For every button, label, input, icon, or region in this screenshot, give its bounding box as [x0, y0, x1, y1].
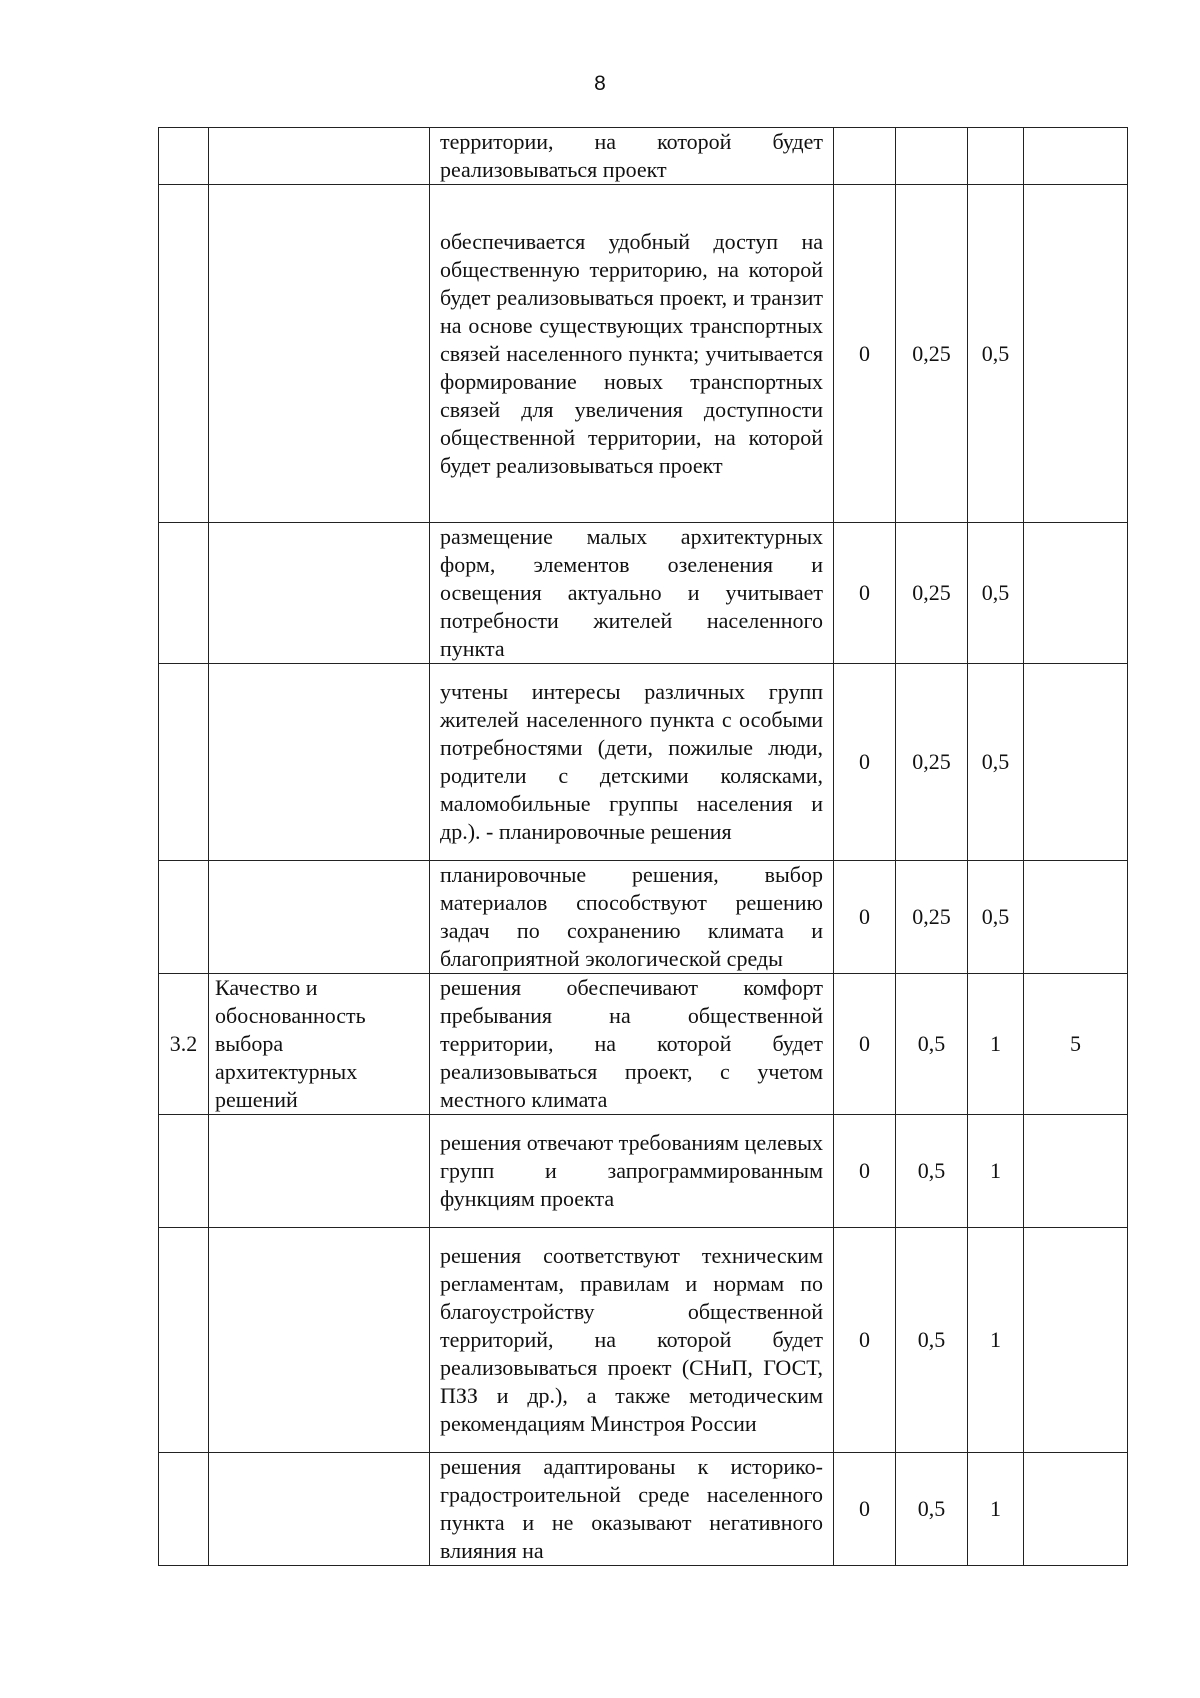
score-0: 0	[834, 1115, 896, 1228]
max-score	[1024, 1115, 1128, 1228]
score-1: 0,25	[896, 185, 968, 523]
criterion-description-text: планировочные решения, выбор материалов способствуют решению задач по сохранению климата и благоприятной экологической среды	[440, 862, 823, 971]
score-2: 1	[968, 1228, 1024, 1453]
score-2: 0,5	[968, 861, 1024, 974]
score-0	[834, 128, 896, 185]
table-row	[159, 1115, 1128, 1228]
max-score	[1024, 185, 1128, 523]
score-0: 0	[834, 523, 896, 664]
score-2: 1	[968, 974, 1024, 1115]
criterion-name	[209, 128, 430, 185]
score-0: 0	[834, 185, 896, 523]
score-1: 0,5	[896, 1453, 968, 1566]
criterion-number	[159, 185, 209, 523]
criterion-description	[430, 1115, 834, 1228]
criterion-description	[430, 664, 834, 861]
table-row	[159, 861, 1128, 974]
score-1: 0,25	[896, 664, 968, 861]
criterion-description-text: учтены интересы различных групп жителей населенного пункта с особыми потребностями (дети, пожилые люди, родители с детскими колясками, маломобильные группы населения и др.). - планировочные решения	[440, 679, 823, 844]
table-row	[159, 974, 1128, 1115]
criterion-description	[430, 1228, 834, 1453]
criteria-table	[158, 127, 1128, 1566]
max-score	[1024, 1453, 1128, 1566]
score-2: 0,5	[968, 664, 1024, 861]
table-row	[159, 1228, 1128, 1453]
score-2: 1	[968, 1115, 1024, 1228]
page-number: 8	[594, 72, 606, 95]
score-0: 0	[834, 974, 896, 1115]
table-row	[159, 523, 1128, 664]
score-1	[896, 128, 968, 185]
max-score	[1024, 128, 1128, 185]
criterion-description-text: обеспечивается удобный доступ на общественную территорию, на которой будет реализовываться проект, и транзит на основе существующих транспортных связей населенного пункта; учитывается формирование новых транспортных связей для увеличения доступности общественной территории, на которой будет реализовываться проект	[440, 228, 823, 478]
score-1: 0,25	[896, 523, 968, 664]
score-2	[968, 128, 1024, 185]
table-row	[159, 128, 1128, 185]
criterion-description	[430, 185, 834, 523]
max-score: 5	[1024, 974, 1128, 1115]
score-0: 0	[834, 1453, 896, 1566]
criterion-description-text: территории, на которой будет реализовываться проект	[440, 129, 823, 182]
criterion-description	[430, 523, 834, 664]
criterion-description	[430, 974, 834, 1115]
criterion-description	[430, 1453, 834, 1566]
score-2: 0,5	[968, 523, 1024, 664]
score-1: 0,5	[896, 1115, 968, 1228]
max-score	[1024, 664, 1128, 861]
criterion-name: Качество и обоснованность выбора архитектурных решений	[209, 974, 430, 1115]
table-row	[159, 664, 1128, 861]
criterion-name	[209, 664, 430, 861]
score-0: 0	[834, 664, 896, 861]
criterion-name	[209, 1228, 430, 1453]
criterion-name	[209, 1115, 430, 1228]
max-score	[1024, 1228, 1128, 1453]
score-0: 0	[834, 861, 896, 974]
criterion-number	[159, 128, 209, 185]
criterion-description	[430, 861, 834, 974]
max-score	[1024, 523, 1128, 664]
criterion-number	[159, 1453, 209, 1566]
criterion-number	[159, 1228, 209, 1453]
score-2: 0,5	[968, 185, 1024, 523]
score-1: 0,5	[896, 974, 968, 1115]
criterion-description-text: решения отвечают требованиям целевых групп и запрограммированным функциям проекта	[440, 1130, 823, 1211]
criterion-number: 3.2	[159, 974, 209, 1115]
criterion-number	[159, 664, 209, 861]
table-row	[159, 1453, 1128, 1566]
criterion-name	[209, 185, 430, 523]
criterion-description-text: решения адаптированы к историко-градостроительной среде населенного пункта и не оказывают негативного влияния на	[440, 1454, 823, 1563]
criterion-description-text: решения соответствуют техническим регламентам, правилам и нормам по благоустройству общественной территорий, на которой будет реализовываться проект (СНиП, ГОСТ, ПЗЗ и др.), а также методическим рекомендациям Минстроя России	[440, 1243, 823, 1436]
max-score	[1024, 861, 1128, 974]
criterion-name	[209, 523, 430, 664]
criterion-description	[430, 128, 834, 185]
criterion-description-text: размещение малых архитектурных форм, элементов озеленения и освещения актуально и учитывает потребности жителей населенного пункта	[440, 524, 823, 661]
criterion-name	[209, 861, 430, 974]
criterion-number	[159, 861, 209, 974]
score-2: 1	[968, 1453, 1024, 1566]
score-1: 0,25	[896, 861, 968, 974]
table-row	[159, 185, 1128, 523]
score-0: 0	[834, 1228, 896, 1453]
criterion-number	[159, 523, 209, 664]
criterion-description-text: решения обеспечивают комфорт пребывания на общественной территории, на которой будет реализовываться проект, с учетом местного климата	[440, 975, 823, 1112]
criterion-name	[209, 1453, 430, 1566]
criterion-number	[159, 1115, 209, 1228]
score-1: 0,5	[896, 1228, 968, 1453]
